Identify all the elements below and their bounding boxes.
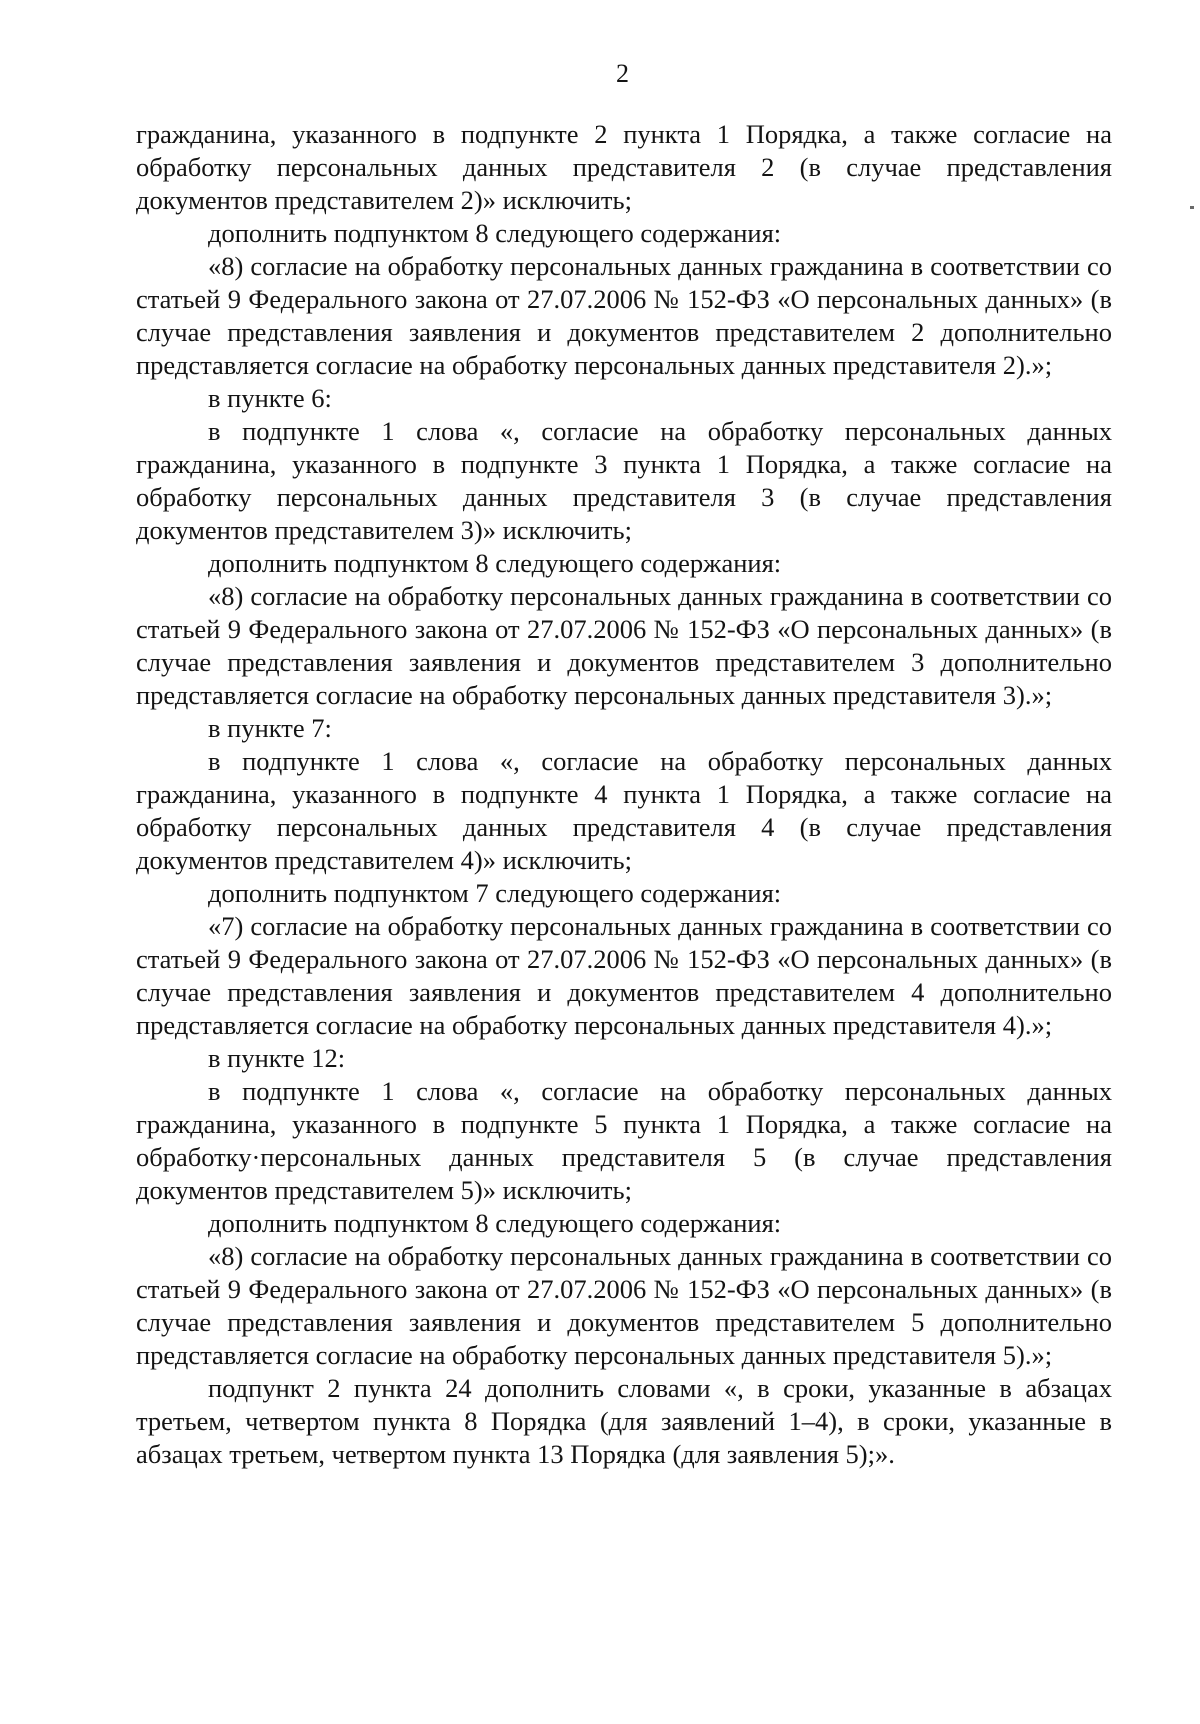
paragraph: «8) согласие на обработку персональных данных гражданина в соответствии со статьей 9 Федерального закона от 27.07.2006 № 152-ФЗ «О персональных данных» (в случае представления заявления и документов представителем 2 дополнительно представляется согласие на обработку персональных данных представителя 2).»; <box>136 251 1112 380</box>
paragraph: в пункте 6: <box>208 383 332 413</box>
paragraph: дополнить подпунктом 7 следующего содержания: <box>208 878 782 908</box>
paragraph: в подпункте 1 слова «, согласие на обработку персональных данных гражданина, указанного в подпункте 4 пункта 1 Порядка, а также согласие на обработку персональных данных представителя 4 (в случае представления документов представителем 4)» исключить; <box>136 746 1112 875</box>
page-number: 2 <box>616 59 629 88</box>
paragraph: дополнить подпунктом 8 следующего содержания: <box>208 548 782 578</box>
paragraph: в подпункте 1 слова «, согласие на обработку персональных данных гражданина, указанного в подпункте 3 пункта 1 Порядка, а также согласие на обработку персональных данных представителя 3 (в случае представления документов представителем 3)» исключить; <box>136 416 1112 545</box>
scan-edge-mark <box>1190 206 1194 209</box>
document-body <box>136 118 1112 1471</box>
paragraph: «8) согласие на обработку персональных данных гражданина в соответствии со статьей 9 Федерального закона от 27.07.2006 № 152-ФЗ «О персональных данных» (в случае представления заявления и документов представителем 5 дополнительно представляется согласие на обработку персональных данных представителя 5).»; <box>136 1241 1112 1370</box>
paragraph: дополнить подпунктом 8 следующего содержания: <box>208 1208 782 1238</box>
paragraph: дополнить подпунктом 8 следующего содержания: <box>208 218 782 248</box>
paragraph: подпункт 2 пункта 24 дополнить словами «, в сроки, указанные в абзацах третьем, четвертом пункта 8 Порядка (для заявлений 1–4), в сроки, указанные в абзацах третьем, четвертом пункта 13 Порядка (для заявления 5);». <box>136 1373 1112 1469</box>
paragraph: «7) согласие на обработку персональных данных гражданина в соответствии со статьей 9 Федерального закона от 27.07.2006 № 152-ФЗ «О персональных данных» (в случае представления заявления и документов представителем 4 дополнительно представляется согласие на обработку персональных данных представителя 4).»; <box>136 911 1112 1040</box>
paragraph: гражданина, указанного в подпункте 2 пункта 1 Порядка, а также согласие на обработку персональных данных представителя 2 (в случае представления документов представителем 2)» исключить; <box>136 119 1112 215</box>
paragraph: «8) согласие на обработку персональных данных гражданина в соответствии со статьей 9 Федерального закона от 27.07.2006 № 152-ФЗ «О персональных данных» (в случае представления заявления и документов представителем 3 дополнительно представляется согласие на обработку персональных данных представителя 3).»; <box>136 581 1112 710</box>
paragraph: в подпункте 1 слова «, согласие на обработку персональных данных гражданина, указанного в подпункте 5 пункта 1 Порядка, а также согласие на обработку·персональных данных представителя 5 (в случае представления документов представителем 5)» исключить; <box>136 1076 1112 1205</box>
paragraph: в пункте 12: <box>208 1043 346 1073</box>
paragraph: в пункте 7: <box>208 713 332 743</box>
